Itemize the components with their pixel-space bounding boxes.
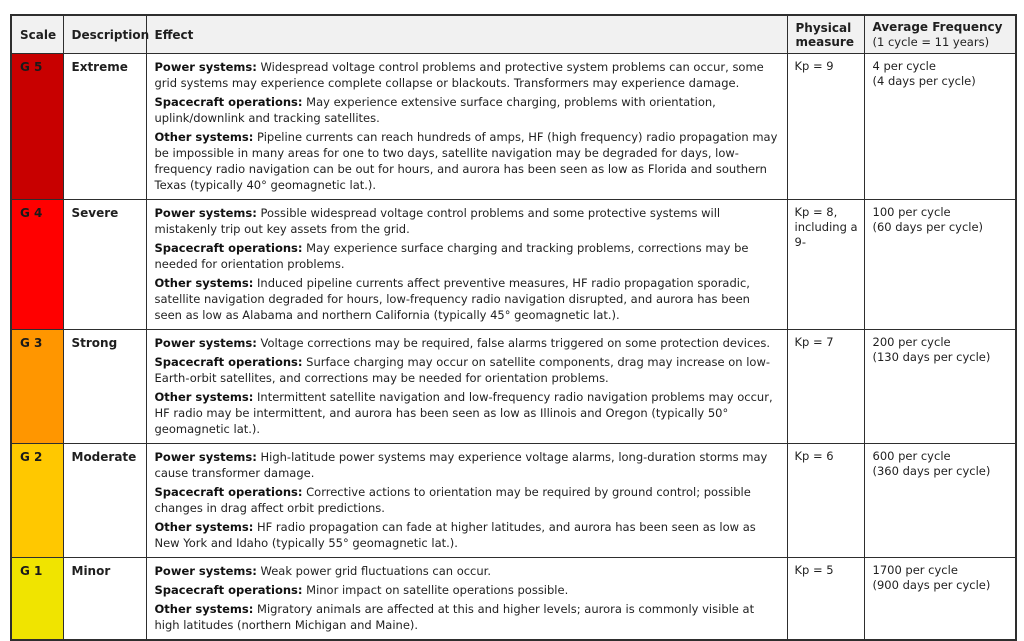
table-row — [11, 54, 1016, 200]
table-row — [11, 558, 1016, 641]
scale-badge-g1: G 1 — [11, 558, 63, 641]
effect-spacecraft-operations: Spacecraft operations: Surface charging may occur on satellite components, drag may increase on low-Earth-orbit satellites, and corrections may be needed for orientation problems. — [154, 355, 771, 385]
effect-other-systems: Other systems: Migratory animals are affected at this and higher levels; aurora is commonly visible at high latitudes (northern Michigan and Maine). — [154, 602, 755, 632]
frequency-detail: (360 days per cycle) — [872, 464, 991, 478]
frequency-detail: (900 days per cycle) — [872, 578, 991, 592]
frequency-cell — [864, 54, 1016, 200]
header-effect: Effect — [146, 15, 787, 54]
table-row — [11, 330, 1016, 444]
physical-measure-cell: Kp = 9 — [787, 54, 864, 200]
scale-badge-g4: G 4 — [11, 200, 63, 330]
scale-badge-g5: G 5 — [11, 54, 63, 200]
frequency-value: 200 per cycle — [872, 335, 951, 349]
effect-cell — [146, 444, 787, 558]
effect-other-systems: Other systems: Induced pipeline currents affect preventive measures, HF radio propagation sporadic, satellite navigation degraded for hours, low-frequency radio navigation disrupted, and aurora has been seen as low as Alabama and northern California (typically 45° geomagnetic lat.). — [154, 276, 750, 322]
table-header-row — [11, 15, 1016, 54]
description-cell: Minor — [63, 558, 146, 641]
effect-cell — [146, 200, 787, 330]
header-average-frequency-sub: (1 cycle = 11 years) — [872, 35, 990, 49]
effect-power-systems: Power systems: Possible widespread voltage control problems and some protective systems will mistakenly trip out key assets from the grid. — [154, 206, 721, 236]
frequency-cell — [864, 444, 1016, 558]
physical-measure-cell: Kp = 7 — [787, 330, 864, 444]
header-average-frequency — [864, 15, 1016, 54]
effect-power-systems: Power systems: High-latitude power systems may experience voltage alarms, long-duration storms may cause transformer damage. — [154, 450, 768, 480]
description-cell: Severe — [63, 200, 146, 330]
description-cell: Strong — [63, 330, 146, 444]
effect-cell — [146, 54, 787, 200]
effect-other-systems: Other systems: Pipeline currents can reach hundreds of amps, HF (high frequency) radio propagation may be impossible in many areas for one to two days, satellite navigation may be degraded for days, low-frequency radio navigation can be out for hours, and aurora has been seen as low as Florida and southern Texas (typically 40° geomagnetic lat.). — [154, 130, 778, 192]
effect-cell — [146, 558, 787, 641]
effect-spacecraft-operations: Spacecraft operations: May experience extensive surface charging, problems with orientation, uplink/downlink and tracking satellites. — [154, 95, 716, 125]
physical-measure-cell: Kp = 5 — [787, 558, 864, 641]
physical-measure-cell: Kp = 6 — [787, 444, 864, 558]
effect-spacecraft-operations: Spacecraft operations: Minor impact on satellite operations possible. — [154, 583, 569, 597]
frequency-value: 100 per cycle — [872, 205, 951, 219]
effect-spacecraft-operations: Spacecraft operations: Corrective actions to orientation may be required by ground control; possible changes in drag affect orbit predictions. — [154, 485, 751, 515]
effect-cell — [146, 330, 787, 444]
effect-power-systems: Power systems: Widespread voltage control problems and protective system problems can occur, some grid systems may experience complete collapse or blackouts. Transformers may experience damage. — [154, 60, 764, 90]
physical-measure-cell: Kp = 8, including a 9- — [787, 200, 864, 330]
frequency-value: 1700 per cycle — [872, 563, 958, 577]
scale-badge-g2: G 2 — [11, 444, 63, 558]
effect-other-systems: Other systems: Intermittent satellite navigation and low-frequency radio navigation problems may occur, HF radio may be intermittent, and aurora has been seen as low as Illinois and Oregon (typically 50° geomagnetic lat.). — [154, 390, 773, 436]
header-physical-measure: Physical measure — [787, 15, 864, 54]
description-cell: Extreme — [63, 54, 146, 200]
frequency-value: 4 per cycle — [872, 59, 936, 73]
geomagnetic-storm-scale-table — [10, 14, 1017, 641]
scale-badge-g3: G 3 — [11, 330, 63, 444]
frequency-detail: (130 days per cycle) — [872, 350, 991, 364]
effect-power-systems: Power systems: Voltage corrections may be required, false alarms triggered on some protection devices. — [154, 336, 771, 350]
frequency-cell — [864, 330, 1016, 444]
effect-spacecraft-operations: Spacecraft operations: May experience surface charging and tracking problems, corrections may be needed for orientation problems. — [154, 241, 749, 271]
header-scale: Scale — [11, 15, 63, 54]
table-row — [11, 444, 1016, 558]
description-cell: Moderate — [63, 444, 146, 558]
frequency-value: 600 per cycle — [872, 449, 951, 463]
header-average-frequency-title: Average Frequency — [872, 20, 1003, 34]
effect-power-systems: Power systems: Weak power grid fluctuations can occur. — [154, 564, 491, 578]
effect-other-systems: Other systems: HF radio propagation can fade at higher latitudes, and aurora has been seen as low as New York and Idaho (typically 55° geomagnetic lat.). — [154, 520, 756, 550]
frequency-detail: (60 days per cycle) — [872, 220, 984, 234]
frequency-cell — [864, 200, 1016, 330]
table-row — [11, 200, 1016, 330]
frequency-cell — [864, 558, 1016, 641]
frequency-detail: (4 days per cycle) — [872, 74, 976, 88]
header-description: Description — [63, 15, 146, 54]
